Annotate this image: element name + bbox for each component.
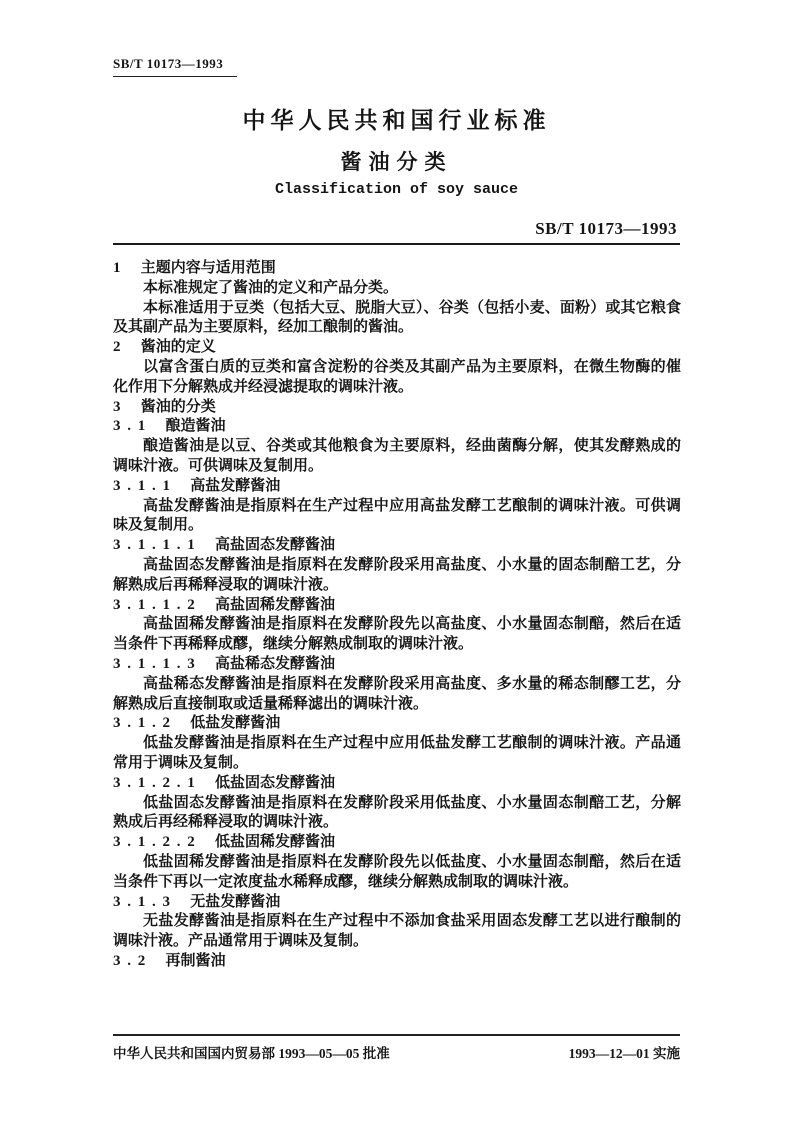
section-paragraph: 酿造酱油是以豆、谷类或其他粮食为主要原料，经曲菌酶分解，使其发酵熟成的调味汁液。可供调味及复制用。: [113, 438, 681, 474]
section-heading: [113, 714, 681, 734]
footer: [113, 1042, 680, 1062]
section-number: 2: [113, 339, 128, 356]
section-title: 低盐固稀发酵酱油: [215, 834, 336, 851]
section-heading: [113, 952, 681, 972]
section-number: 3.1.1: [113, 477, 177, 494]
section-paragraph: 无盐发酵酱油是指原料在生产过程中不添加食盐采用固态发酵工艺以进行酿制的调味汁液。产品通常用于调味及复制。: [113, 913, 681, 950]
section-paragraph: 高盐固态发酵酱油是指原料在发酵阶段采用高盐度、小水量的固态制醅工艺，分解熟成后再稀释浸取的调味汁液。: [113, 556, 681, 593]
section-title: 酱油的分类: [140, 398, 216, 415]
section-number: 3.1.2: [113, 715, 177, 732]
section-number: 3.1.2.2: [113, 834, 202, 851]
footer-implementation: 1993—12—01 实施: [568, 1046, 680, 1061]
section-paragraph: 低盐固态发酵酱油是指原料在发酵阶段采用低盐度、小水量固态制醅工艺，分解熟成后再经稀释浸取的调味汁液。: [113, 794, 681, 831]
section-title: 酱油的定义: [140, 339, 216, 356]
document-body: [113, 259, 681, 972]
section-heading: [113, 596, 681, 616]
section-title: 低盐发酵酱油: [190, 715, 281, 732]
section-number: 3.1.1.1: [113, 537, 202, 554]
section-title: 高盐固稀发酵酱油: [215, 596, 336, 613]
section-title: 低盐固态发酵酱油: [215, 774, 336, 791]
running-header-doc-number: SB/T 10173—1993: [113, 56, 237, 77]
section-paragraph: 本标准适用于豆类（包括大豆、脱脂大豆）、谷类（包括小麦、面粉）或其它粮食及其副产品为主要原料，经加工酿制的酱油。: [113, 299, 681, 336]
section-number: 3.1.3: [113, 893, 177, 910]
section-number: 1: [113, 260, 128, 276]
section-number: 3.1.1.2: [113, 596, 202, 613]
section-paragraph: 以富含蛋白质的豆类和富含淀粉的谷类及其副产品为主要原料，在微生物酶的催化作用下分解熟成并经浸滤提取的调味汁液。: [113, 358, 681, 395]
section-heading: [113, 833, 681, 853]
section-paragraph: 高盐稀态发酵酱油是指原料在发酵阶段采用高盐度、多水量的稀态制醪工艺，分解熟成后直接制取或适量稀释滤出的调味汁液。: [113, 675, 681, 712]
section-heading: [113, 477, 681, 497]
section-heading: [113, 338, 681, 358]
section-title: 主题内容与适用范围: [140, 260, 276, 276]
footer-approval: 中华人民共和国国内贸易部 1993—05—05 批准: [113, 1046, 390, 1061]
section-title: 高盐固态发酵酱油: [215, 537, 336, 554]
document-title-cn: 酱油分类: [340, 150, 453, 174]
section-heading: [113, 774, 681, 794]
footer-divider: [113, 1034, 680, 1036]
header-divider: [113, 243, 680, 245]
section-title: 高盐发酵酱油: [190, 477, 281, 494]
section-paragraph: 低盐发酵酱油是指原料在生产过程中应用低盐发酵工艺酿制的调味汁液。产品通常用于调味及复制。: [113, 735, 681, 771]
section-heading: [113, 655, 681, 675]
section-number: 3.1.2.1: [113, 774, 202, 791]
section-heading: [113, 417, 681, 437]
section-title: 高盐稀态发酵酱油: [215, 655, 336, 672]
section-title: 无盐发酵酱油: [190, 893, 281, 910]
standard-type-title: 中华人民共和国行业标准: [242, 108, 551, 133]
section-number: 3: [113, 398, 128, 415]
section-heading: [113, 398, 681, 418]
section-heading: [113, 893, 681, 913]
section-number: 3.1: [113, 418, 152, 435]
document-title-en: Classification of soy sauce: [274, 181, 519, 198]
section-title: 再制酱油: [165, 952, 226, 969]
section-paragraph: 本标准规定了酱油的定义和产品分类。: [143, 279, 399, 296]
section-number: 3.2: [113, 952, 152, 969]
section-paragraph: 高盐发酵酱油是指原料在生产过程中应用高盐发酵工艺酿制的调味汁液。可供调味及复制用。: [113, 497, 681, 534]
section-title: 酿造酱油: [165, 418, 226, 435]
section-number: 3.1.1.3: [113, 655, 202, 672]
section-heading: [113, 259, 681, 279]
section-paragraph: 高盐固稀发酵酱油是指原料在发酵阶段先以高盐度、小水量固态制醅，然后在适当条件下再稀释成醪，继续分解熟成制取的调味汁液。: [113, 616, 681, 653]
section-heading: [113, 536, 681, 556]
doc-number: SB/T 10173—1993: [535, 219, 677, 238]
section-paragraph: 低盐固稀发酵酱油是指原料在发酵阶段先以低盐度、小水量固态制醅，然后在适当条件下再以一定浓度盐水稀释成醪，继续分解熟成制取的调味汁液。: [113, 853, 681, 890]
